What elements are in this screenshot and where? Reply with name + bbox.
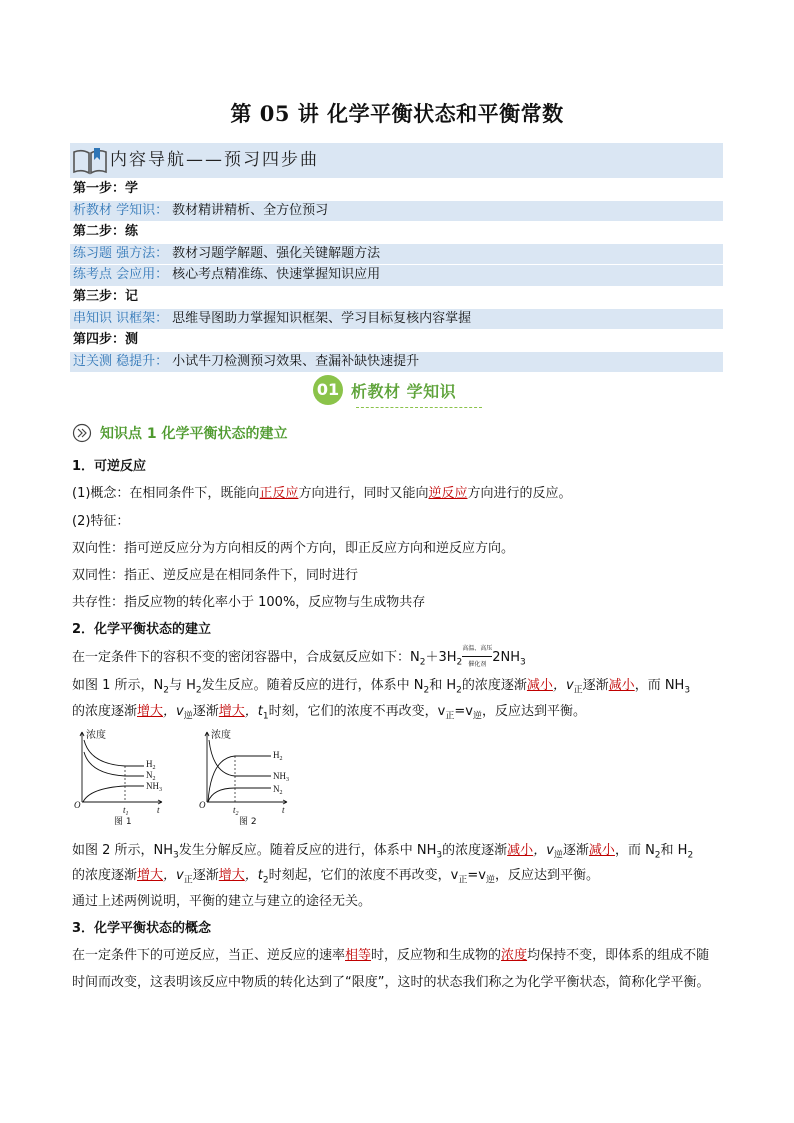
- heading-establish: 2．化学平衡状态的建立: [72, 622, 212, 637]
- nav-item-tag: 串知识 识框架：: [73, 310, 169, 326]
- fig2-caption: 图 2: [239, 817, 257, 826]
- nav-row-text: 第四步：测: [73, 332, 139, 348]
- nav-row-text: 第二步：练: [73, 224, 139, 240]
- content-nav: [70, 143, 723, 372]
- section-label: 析教材 学知识: [351, 381, 457, 401]
- nav-row-text: 教材习题学解题、强化关键解题方法: [172, 245, 381, 261]
- fig2-curve-h2: [208, 756, 271, 802]
- fig1-xlabel: t: [157, 805, 160, 815]
- fig2-origin: O: [199, 800, 206, 810]
- chevron-circle-icon: [72, 423, 92, 443]
- figure-2: [197, 726, 307, 826]
- fig1-origin: O: [74, 800, 81, 810]
- fig2-desc-line1: 如图 2 所示，$NH_3$发生分解反应。随着反应的进行，体系中 $NH_3$的浓度逐渐减小，$v_逆$逐渐减小，而 $N_2$和 $H_2$: [72, 843, 694, 861]
- nav-item: [70, 243, 723, 265]
- fig1-caption: 图 1: [114, 817, 132, 826]
- fig2-tick: $t_2$: [233, 805, 239, 817]
- book-icon: [72, 146, 108, 176]
- nav-row-text: 第一步：学: [73, 181, 139, 197]
- nav-row-text: 核心考点精准练、快速掌握知识应用: [172, 267, 381, 283]
- nav-header: [70, 143, 723, 178]
- concept-paragraph: 在一定条件下的可逆反应，当正、逆反应的速率相等时，反应物和生成物的浓度均保持不变，即体系的组成不随时间而改变，这表明该反应中物质的转化达到了“限度”，这时的状态我们称之为化学平衡状态，简称化学平衡。: [72, 948, 710, 990]
- nav-item: [70, 200, 723, 222]
- knowledge-point-heading: [72, 423, 288, 443]
- synthesis-intro: 在一定条件下的容积不变的密闭容器中，合成氨反应如下：$N_2+3H_2$ 高温、高压 催化剂 $2NH_3$: [72, 644, 526, 668]
- nav-step: [70, 329, 723, 351]
- nav-step: [70, 286, 723, 308]
- fig2-label-h2: $H_2$: [273, 750, 283, 762]
- heading-concept: 3．化学平衡状态的概念: [72, 921, 212, 936]
- fig2-desc-line2: 的浓度逐渐增大，$v_正$逐渐增大，$t_2$时刻起，它们的浓度不再改变，$v_正=v_逆$，反应达到平衡。: [72, 868, 599, 886]
- heading-reversible: 1．可逆反应: [72, 459, 147, 474]
- fig1-label-h2: $H_2$: [146, 759, 156, 771]
- feature-label: (2)特征：: [72, 514, 130, 529]
- nav-row-text: 第三步：记: [73, 289, 139, 305]
- concept-line: (1)概念：在相同条件下，既能向正反应方向进行，同时又能向逆反应方向进行的反应。: [72, 486, 572, 501]
- nav-item: [70, 264, 723, 286]
- fig2-label-n2: $N_2$: [273, 784, 283, 796]
- conclusion: 通过上述两例说明，平衡的建立与建立的途径无关。: [72, 894, 372, 909]
- nav-rows: [70, 178, 723, 372]
- fig1-desc-line2: 的浓度逐渐增大，$v_逆$逐渐增大，$t_1$时刻，它们的浓度不再改变，$v_正=v_逆$，反应达到平衡。: [72, 704, 586, 722]
- fig1-tick: $t_1$: [123, 805, 129, 817]
- fig1-label-n2: $N_2$: [146, 770, 156, 782]
- fig2-ylabel: 浓度: [211, 730, 231, 741]
- section-badge: [313, 375, 456, 405]
- nav-step: [70, 221, 723, 243]
- feature-3: 共存性：指反应物的转化率小于 100%，反应物与生成物共存: [72, 595, 426, 610]
- nav-row-text: 教材精讲精析、全方位预习: [172, 202, 329, 218]
- section-underline: [356, 407, 482, 408]
- feature-1: 双向性：指可逆反应分为方向相反的两个方向，即正反应方向和逆反应方向。: [72, 541, 515, 556]
- feature-2: 双同性：指正、逆反应是在相同条件下，同时进行: [72, 568, 359, 583]
- section-number: 01: [313, 375, 343, 405]
- fig2-label-nh3: $NH_3$: [273, 771, 289, 783]
- fig2-curve-nh3: [209, 740, 271, 776]
- fig1-ylabel: 浓度: [86, 730, 106, 741]
- nav-step: [70, 178, 723, 200]
- nav-item-tag: 练习题 强方法：: [73, 245, 169, 261]
- nav-title: 内容导航——预习四步曲: [110, 150, 319, 171]
- fig2-curve-n2: [208, 788, 271, 802]
- fig1-desc-line1: 如图 1 所示，$N_2$与 $H_2$发生反应。随着反应的进行，体系中 $N_2$和 $H_2$的浓度逐渐减小，$v_正$逐渐减小，而 $NH_3$: [72, 678, 691, 696]
- fig1-curve-h2: [84, 740, 144, 766]
- nav-item-tag: 析教材 学知识：: [73, 202, 169, 218]
- nav-item: [70, 308, 723, 330]
- nav-item-tag: 过关测 稳提升：: [73, 353, 169, 369]
- nav-item-tag: 练考点 会应用：: [73, 267, 169, 283]
- fig1-label-nh3: $NH_3$: [146, 781, 162, 793]
- nav-item: [70, 351, 723, 373]
- fig1-curve-nh3: [83, 786, 144, 802]
- nav-row-text: 思维导图助力掌握知识框架、学习目标复核内容掌握: [172, 310, 472, 326]
- knowledge-point-title: 知识点 1 化学平衡状态的建立: [100, 426, 288, 442]
- fig2-xlabel: t: [282, 805, 285, 815]
- page-title: 第 05 讲 化学平衡状态和平衡常数: [230, 101, 564, 126]
- nav-row-text: 小试牛刀检测预习效果、查漏补缺快速提升: [172, 353, 420, 369]
- figure-1: [72, 726, 182, 826]
